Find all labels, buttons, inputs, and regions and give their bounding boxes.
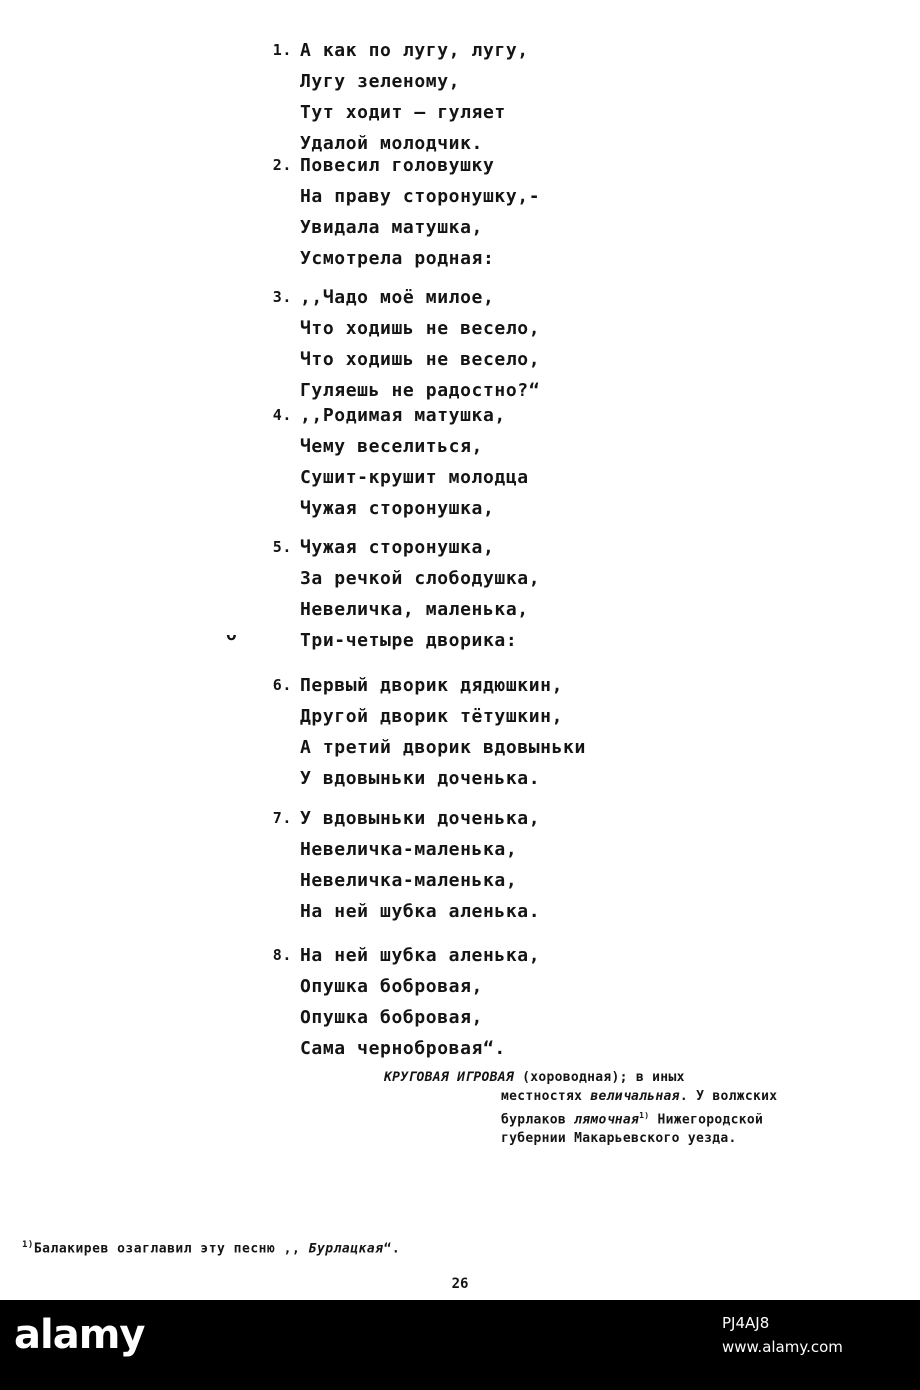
verse-text: На ней шубка аленька, [300,945,541,966]
verse-text: Чужая сторонушка, [300,498,495,519]
site-url: www.alamy.com [722,1338,843,1356]
annotation-text: . У волжских [679,1089,778,1104]
stanza-4 [262,400,682,524]
watermark-banner [0,1300,920,1390]
stanza-number: 3. [272,288,292,306]
stanza-number: 7. [272,809,292,827]
brand-logo: alamy [14,1312,145,1358]
verse-text: Опушка бобровая, [300,976,483,997]
stanza-number: 6. [272,676,292,694]
footnote [22,1240,400,1256]
verse-line [262,670,682,701]
footnote-title: Бурлацкая [308,1241,384,1257]
stanza-number: 2. [272,156,292,174]
verse-text: Невеличка-маленька, [300,870,518,891]
verse-text: Невеличка, маленька, [300,599,529,620]
verse-line [262,97,682,128]
annotation-text: бурлаков [501,1112,575,1128]
footnote-ref: 1) [639,1111,650,1120]
verse-text: Увидала матушка, [300,217,483,238]
verse-text: Первый дворик дядюшкин, [300,675,564,696]
stanza-6 [262,670,682,794]
verse-text: Повесил головушку [300,155,495,176]
genre-label: КРУГОВАЯ ИГРОВАЯ [384,1070,515,1085]
verse-text: Чему веселиться, [300,436,483,457]
verse-line [262,400,682,431]
verse-line [262,344,682,375]
verse-text: У вдовыньки доченька, [300,808,541,829]
footnote-marker: 1) [22,1240,34,1250]
verse-line [262,625,682,656]
stanza-number: 4. [272,406,292,424]
verse-line [262,150,682,181]
verse-text: Чужая сторонушка, [300,537,495,558]
annotation-text: местностях [501,1089,591,1104]
stanza-7 [262,803,682,927]
verse-line [262,896,682,927]
verse-text: А как по лугу, лугу, [300,40,529,61]
verse-text: Усмотрела родная: [300,248,495,269]
image-id: PJ4AJ8 [722,1314,770,1332]
verse-text: Сама чернобровая“. [300,1038,506,1059]
verse-line [262,940,682,971]
verse-text: ,,Родимая матушка, [300,405,506,426]
verse-text: Невеличка-маленька, [300,839,518,860]
verse-line [262,282,682,313]
genre-description: (хороводная); в иных [514,1070,685,1085]
verse-text: Тут ходит – гуляет [300,102,506,123]
verse-line [262,803,682,834]
stanza-number: 8. [272,946,292,964]
verse-line [262,462,682,493]
verse-line [262,493,682,524]
verse-text: А третий дворик вдовыньки [300,737,586,758]
verse-line [262,971,682,1002]
stanza-2 [262,150,682,274]
verse-text: ,,Чадо моё милое, [300,287,495,308]
stanza-3 [262,282,682,406]
verse-line [262,532,682,563]
verse-text: Лугу зеленому, [300,71,461,92]
verse-line [262,563,682,594]
verse-text: Сушит-крушит молодца [300,467,529,488]
verse-line [262,431,682,462]
verse-line [262,594,682,625]
verse-text: Что ходишь не весело, [300,318,541,339]
verse-text: Удалой молодчик. [300,133,483,154]
annotation-italic: величальная [590,1089,680,1104]
verse-text: На праву сторонушку,- [300,186,541,207]
verse-text: У вдовыньки доченька. [300,768,541,789]
verse-text: Другой дворик тётушкин, [300,706,564,727]
verse-line [262,1033,682,1064]
verse-line [262,313,682,344]
verse-text: Гуляешь не радостно?“ [300,380,541,401]
verse-text: Опушка бобровая, [300,1007,483,1028]
stanza-8 [262,940,682,1064]
verse-line [262,701,682,732]
stanza-5 [262,532,682,656]
annotation-italic: лямочная [574,1112,640,1128]
annotation-text: Нижегородской [649,1112,764,1128]
page-number: 26 [451,1276,469,1292]
verse-line [262,763,682,794]
verse-line [262,865,682,896]
stanza-number: 5. [272,538,292,556]
verse-line [262,35,682,66]
margin-mark: ᴗ [226,624,237,645]
verse-line [262,834,682,865]
footnote-end: “. [383,1241,401,1257]
verse-line [262,243,682,274]
verse-line [262,732,682,763]
verse-line [262,66,682,97]
verse-text: На ней шубка аленька. [300,901,541,922]
stanza-1 [262,35,682,159]
verse-line [262,1002,682,1033]
verse-text: За речкой слободушка, [300,568,541,589]
verse-line [262,181,682,212]
stanza-number: 1. [272,41,292,59]
verse-text: Что ходишь не весело, [300,349,541,370]
verse-line [262,212,682,243]
verse-text: Три-четыре дворика: [300,630,518,651]
footnote-text: Балакирев озаглавил эту песню ,, [33,1241,309,1257]
annotation-text: губернии Макарьевского уезда. [501,1131,737,1147]
song-annotation [384,1068,909,1148]
